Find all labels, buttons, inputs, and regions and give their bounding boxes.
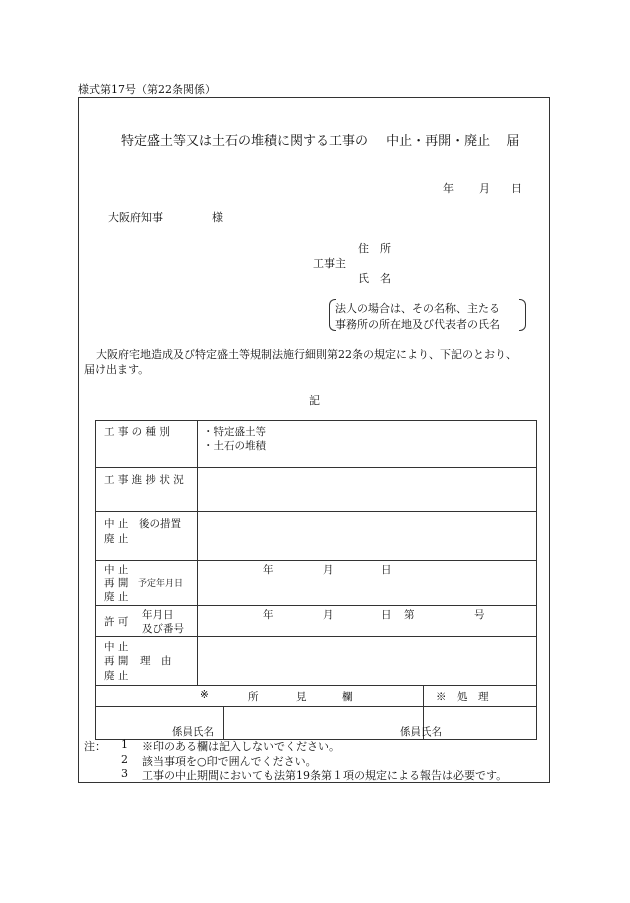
opinion-char-1: 所 [248,691,259,703]
measures-label-after: 後の措置 [139,518,181,530]
scheduled-label-resume: 再 開 [104,577,129,589]
date-year-label: 年 [443,182,454,195]
opinion-char-2: 見 [296,691,307,703]
staff-name-left: 係員氏名 [172,726,214,738]
title-main: 特定盛土等又は土石の堆積に関する工事の [121,134,369,149]
reason-field[interactable] [198,637,537,686]
table-row-scheduled-date [96,561,537,606]
permit-dai-label: 第 [404,609,415,621]
permit-go-label: 号 [474,609,485,621]
reason-label-resume: 再 開 [104,655,129,667]
corp-note-line2: 事務所の所在地及び代表者の氏名 [335,318,500,331]
title-suffix: 届 [506,134,520,149]
reason-label: 理 由 [140,655,172,667]
permit-month-label: 月 [323,609,334,621]
body-text-line1: 大阪府宅地造成及び特定盛土等規制法施行細則第22条の規定により、下記のとおり、 [96,348,517,361]
progress-label: 工 事 進 捗 状 況 [104,474,184,486]
permit-field[interactable] [198,606,536,636]
note-1: ※印のある欄は記入しないでください。 [142,740,340,753]
table-row-office-headers [96,686,537,707]
table-row-office-staff [96,707,537,740]
date-day-label: 日 [511,182,522,195]
permit-day-label: 日 [381,609,392,621]
notification-table [95,420,537,740]
notes-label: 注： [84,740,106,753]
measures-field[interactable] [198,512,537,561]
work-type-label: 工 事 の 種 別 [104,426,170,438]
measures-label-stop: 中 止 [104,518,129,530]
scheduled-month-label: 月 [323,564,334,576]
applicant-name-label: 氏 名 [358,272,391,285]
note-3-number: 3 [121,767,128,780]
title-options: 中止・再開・廃止 [386,134,491,149]
scheduled-year-label: 年 [263,564,274,576]
table-row-progress [96,468,537,512]
note-2: 該当事項を○印で囲んでください。 [142,755,317,768]
table-row-measures [96,512,537,561]
corp-note-line1: 法人の場合は、その名称、主たる [335,302,500,315]
scheduled-label-abolish: 廃 止 [104,591,129,603]
note-1-number: 1 [121,738,128,751]
opinion-mark: ※ [200,689,209,701]
permit-sublabel-number: 及び番号 [142,623,184,635]
permit-label: 許 可 [104,616,129,628]
applicant-role-label: 工事主 [313,257,346,270]
work-type-option-soil[interactable]: ・土石の堆積 [203,440,266,452]
permit-sublabel-date: 年月日 [142,609,174,621]
reason-label-abolish: 廃 止 [104,670,129,682]
date-month-label: 月 [479,182,490,195]
reason-label-stop: 中 止 [104,641,129,653]
right-bracket [519,299,526,331]
processing-header: ※ 処 理 [436,691,489,703]
work-type-option-fill[interactable]: ・特定盛土等 [203,426,266,438]
applicant-address-label: 住 所 [358,242,391,255]
opinion-char-3: 欄 [342,691,353,703]
scheduled-label-date: 予定年月日 [138,579,184,589]
addressee-name: 大阪府知事 [108,211,163,224]
table-row-reason [96,637,537,686]
staff-name-right: 係員氏名 [400,726,442,738]
scheduled-day-label: 日 [381,564,392,576]
ki-heading: 記 [309,394,320,407]
form-number: 様式第17号（第22条関係） [78,83,216,96]
note-2-number: 2 [121,753,128,766]
addressee-honorific: 様 [212,211,223,224]
table-row-work-type [96,421,537,468]
measures-label-abolish: 廃 止 [104,533,129,545]
body-text-line2: 届け出ます。 [84,363,150,376]
progress-field[interactable] [198,468,537,512]
scheduled-label-stop: 中 止 [104,564,129,576]
form-title [121,130,519,149]
table-row-permit [96,606,537,637]
scheduled-date-field[interactable] [198,561,536,605]
note-3: 工事の中止期間においても法第19条第１項の規定による報告は必要です。 [142,769,508,782]
permit-year-label: 年 [263,609,274,621]
